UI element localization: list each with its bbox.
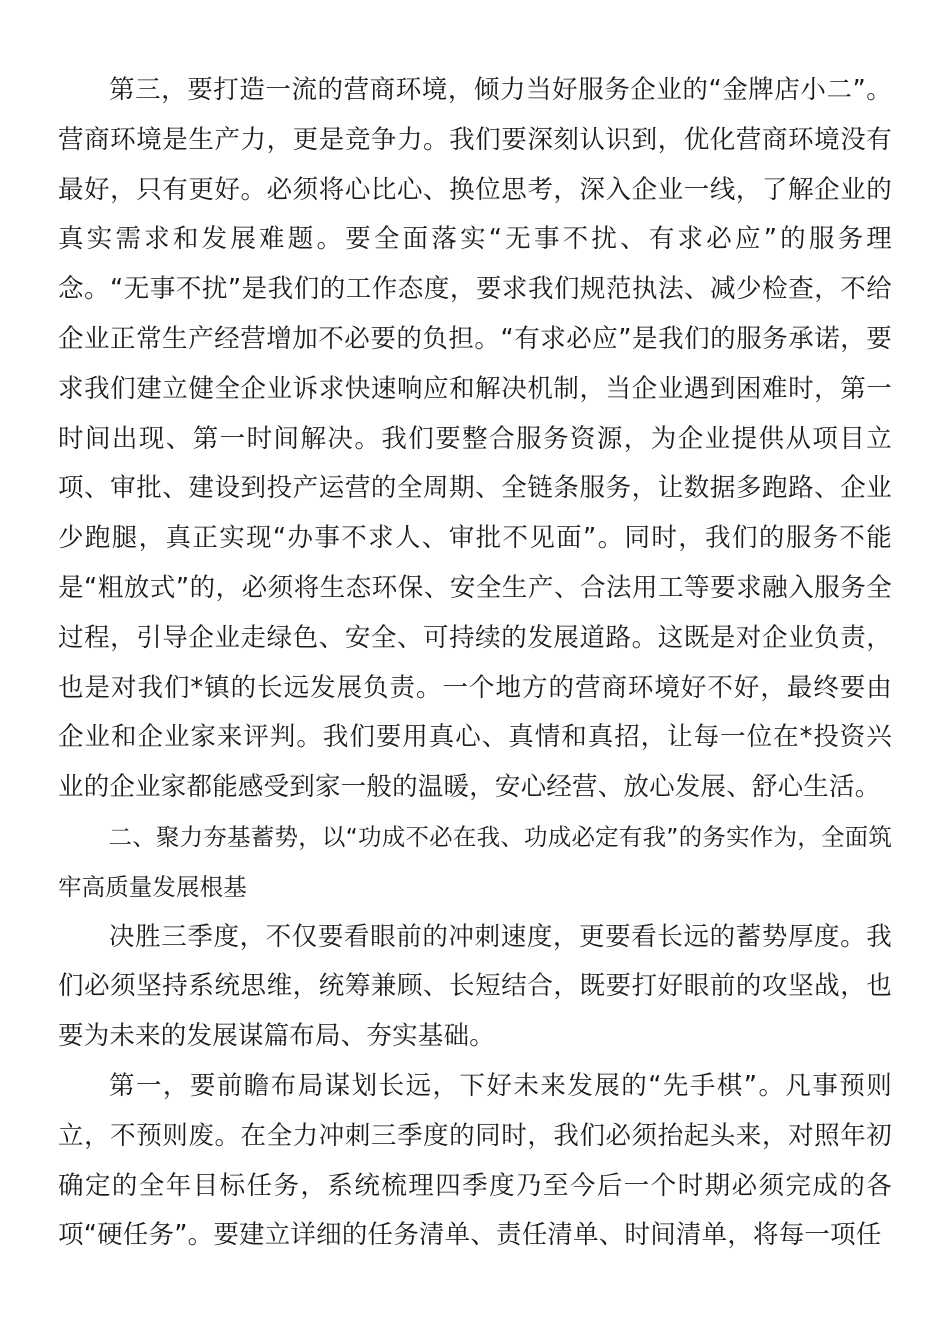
paragraph-forward-planning: 第一，要前瞻布局谋划长远，下好未来发展的“先手棋”。凡事预则立，不预则废。在全力冲刺三季度的同时，我们必须抬起头来，对照年初确定的全年目标任务，系统梳理四季度乃至今后一个时期必须完成的各项“硬任务”。要建立详细的任务清单、责任清单、时间清单，将每一项任 xyxy=(58,1070,892,1251)
paragraph-business-environment: 第三，要打造一流的营商环境，倾力当好服务企业的“金牌店小二”。营商环境是生产力，更是竞争力。我们要深刻认识到，优化营商环境没有最好，只有更好。必须将心比心、换位思考，深入企业一线，了解企业的真实需求和发展难题。要全面落实“无事不扰、有求必应”的服务理念。“无事不扰”是我们的工作态度，要求我们规范执法、减少检查，不给企业正常生产经营增加不必要的负担。“有求必应”是我们的服务承诺，要求我们建立健全企业诉求快速响应和解决机制，当企业遇到困难时，第一时间出现、第一时间解决。我们要整合服务资源，为企业提供从项目立项、审批、建设到投产运营的全周期、全链条服务，让数据多跑路、企业少跑腿，真正实现“办事不求人、审批不见面”。同时，我们的服务不能是“粗放式”的，必须将生态环保、安全生产、合法用工等要求融入服务全过程，引导企业走绿色、安全、可持续的发展道路。这既是对企业负责，也是对我们*镇的长远发展负责。一个地方的营商环境好不好，最终要由企业和企业家来评判。我们要用真心、真情和真招，让每一位在*投资兴业的企业家都能感受到家一般的温暖，安心经营、放心发展、舒心生活。 xyxy=(58,75,892,803)
document-page xyxy=(58,66,892,1261)
section-heading-2: 二、聚力夯基蓄势，以“功成不必在我、功成必定有我”的务实作为，全面筑牢高质量发展根基 xyxy=(58,822,892,901)
paragraph-q3-intro: 决胜三季度，不仅要看眼前的冲刺速度，更要看长远的蓄势厚度。我们必须坚持系统思维，统筹兼顾、长短结合，既要打好眼前的攻坚战，也要为未来的发展谋篇布局、夯实基础。 xyxy=(58,921,892,1052)
